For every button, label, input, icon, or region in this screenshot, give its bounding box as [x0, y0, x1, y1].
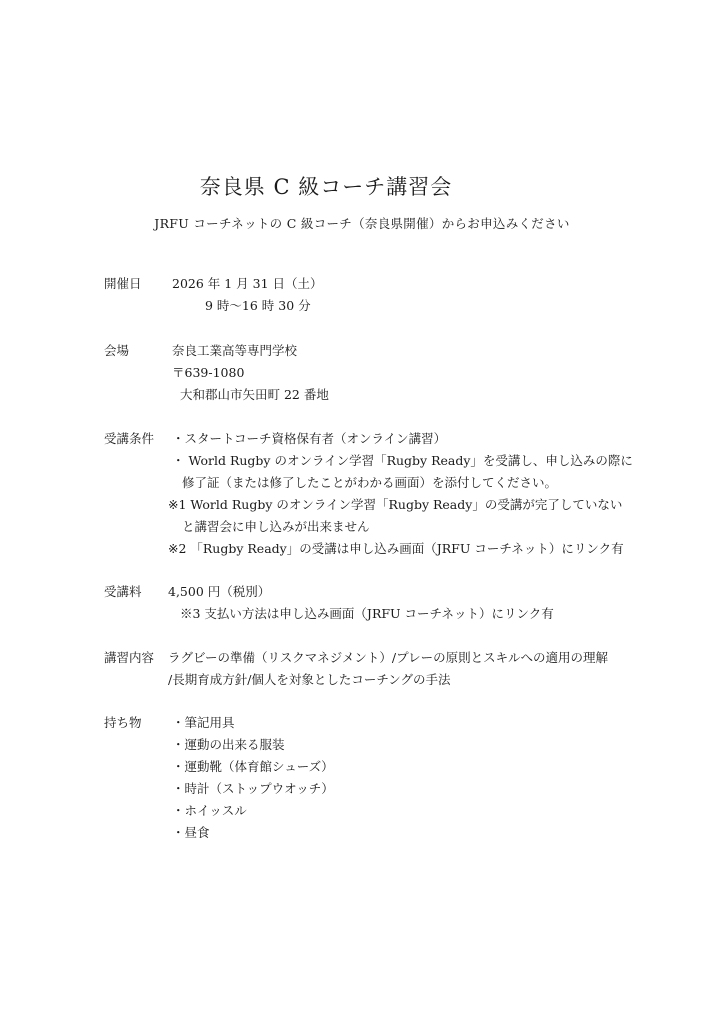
- belongings-item: ・時計（ストップウオッチ）: [172, 781, 334, 796]
- date-label: 開催日: [104, 276, 142, 291]
- page-title: 奈良県 C 級コーチ講習会: [199, 175, 453, 199]
- time-value: 9 時〜16 時 30 分: [205, 298, 311, 313]
- venue-postal: 〒639-1080: [172, 365, 245, 380]
- fee-note: ※3 支払い方法は申し込み画面（JRFU コーチネット）にリンク有: [180, 606, 554, 621]
- content-line: ラグビーの準備（リスクマネジメント）/プレーの原則とスキルへの適用の理解: [168, 650, 608, 665]
- page-subtitle: JRFU コーチネットの C 級コーチ（奈良県開催）からお申込みください: [154, 216, 570, 231]
- belongings-item: ・昼食: [172, 825, 210, 840]
- venue-label: 会場: [104, 343, 130, 358]
- venue-name: 奈良工業高等専門学校: [172, 343, 298, 358]
- belongings-label: 持ち物: [104, 715, 142, 730]
- belongings-item: ・ホイッスル: [172, 803, 247, 818]
- condition-line: ・スタートコーチ資格保有者（オンライン講習）: [172, 431, 447, 446]
- belongings-item: ・筆記用具: [172, 715, 235, 730]
- belongings-item: ・運動の出来る服装: [172, 737, 285, 752]
- condition-note: ※1 World Rugby のオンライン学習「Rugby Ready」の受講が完了していない: [168, 497, 623, 512]
- fee-amount: 4,500 円（税別）: [168, 584, 271, 599]
- conditions-label: 受講条件: [104, 431, 155, 446]
- belongings-item: ・運動靴（体育館シューズ）: [172, 759, 334, 774]
- venue-address: 大和郡山市矢田町 22 番地: [180, 387, 329, 402]
- condition-line: 修了証（または修了したことがわかる画面）を添付してください。: [182, 475, 558, 490]
- condition-line: ・ World Rugby のオンライン学習「Rugby Ready」を受講し、申し込みの際に: [172, 453, 633, 468]
- content-line: /長期育成方針/個人を対象としたコーチングの手法: [168, 672, 451, 687]
- fee-label: 受講料: [104, 584, 142, 599]
- condition-note: ※2 「Rugby Ready」の受講は申し込み画面（JRFU コーチネット）にリンク有: [168, 541, 624, 556]
- condition-note: と講習会に申し込みが出来ません: [182, 519, 370, 534]
- content-label: 講習内容: [104, 650, 155, 665]
- date-value: 2026 年 1 月 31 日（土）: [172, 276, 323, 291]
